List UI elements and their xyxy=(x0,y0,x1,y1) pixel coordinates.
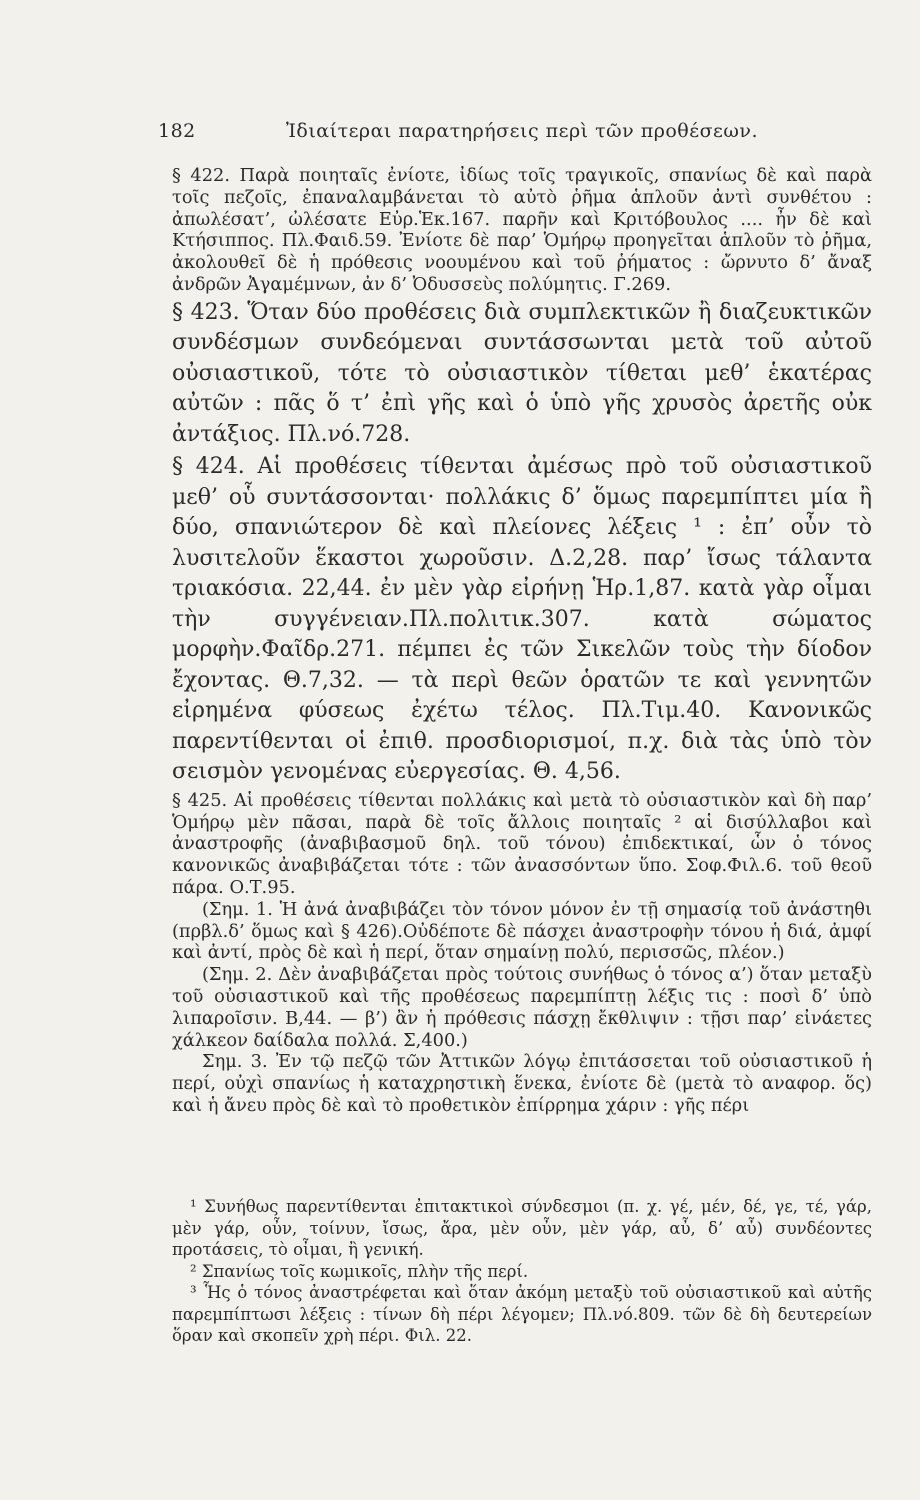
footnotes xyxy=(172,1196,872,1347)
note-1: (Σημ. 1. Ἡ ἀνά ἀναβιβάζει τὸν τόνον μόνον ἐν τῇ σημασίᾳ τοῦ ἀνάστηθι (πρβλ.δ’ ὅμως καὶ § 426).Οὐδέποτε δὲ πάσχει ἀναστροφὴν τόνου ἡ διά, ἀμφί καὶ ἀντί, πρὸς δὲ καὶ ἡ περί, ὅταν σημαίνῃ πολύ, περισσῶς, πλέον.) xyxy=(172,898,872,964)
page-number: 182 xyxy=(158,120,196,142)
running-title: Ἰδιαίτεραι παρατηρήσεις περὶ τῶν προθέσεων. xyxy=(286,120,758,142)
note-3: Σημ. 3. Ἐν τῷ πεζῷ τῶν Ἀττικῶν λόγῳ ἐπιτάσσεται τοῦ οὐσιαστικοῦ ἡ περί, οὐχὶ σπανίως ἡ καταχρηστικὴ ἕνεκα, ἐνίοτε δὲ (μετὰ τὸ αναφορ. ὅς) καὶ ἡ ἄνευ πρὸς δὲ καὶ τὸ προθετικὸν ἐπίρρημα χάριν : γῆς πέρι xyxy=(172,1051,872,1116)
page-header xyxy=(158,120,778,142)
note-2: (Σημ. 2. Δὲν ἀναβιβάζεται πρὸς τούτοις συνήθως ὁ τόνος α’) ὅταν μεταξὺ τοῦ οὐσιαστικοῦ καὶ τῆς προθέσεως παρεμπίπτῃ λέξις τις : ποσὶ δ’ ὑπὸ λιπαροῖσιν. Β,44. — β’) ἂν ἡ πρόθεσις πάσχῃ ἔκθλιψιν : τῇσι παρ’ εἰνάετες χάλκεον δαίδαλα πολλά. Σ,400.) xyxy=(172,964,872,1051)
main-text xyxy=(172,165,872,1117)
footnote-2: ² Σπανίως τοῖς κωμικοῖς, πλὴν τῆς περί. xyxy=(190,1261,529,1281)
section-422: § 422. Παρὰ ποιηταῖς ἐνίοτε, ἰδίως τοῖς τραγικοῖς, σπανίως δὲ καὶ παρὰ τοῖς πεζοῖς, ἐπαναλαμβάνεται τὸ αὐτὸ ῥῆμα ἁπλοῦν ἀντὶ συνθέτου : ἀπωλέσατ’, ὠλέσατε Εὐρ.Ἑκ.167. παρῆν καὶ Κριτόβουλος .... ἦν δὲ καὶ Κτήσιππος. Πλ.Φαιδ.59. Ἐνίοτε δὲ παρ’ Ὁμήρῳ προηγεῖται ἁπλοῦν τὸ ῥῆμα, ἀκολουθεῖ δὲ ἡ πρόθεσις νοουμένου καὶ τοῦ ῥήματος : ὤρνυτο δ’ ἄναξ ἀνδρῶν Ἀγαμέμνων, ἀν δ’ Ὀδυσσεὺς πολύμητις. Γ.269. xyxy=(172,165,872,295)
footnote-3: ³ Ἧς ὁ τόνος ἀναστρέφεται καὶ ὅταν ἀκόμη μεταξὺ τοῦ οὐσιαστικοῦ καὶ αὐτῆς παρεμπίπτωσι λέξεις : τίνων δὴ πέρι λέγομεν; Πλ.νό.809. τῶν δὲ δὴ δευτερείων ὅραν καὶ σκοπεῖν χρὴ πέρι. Φιλ. 22. xyxy=(172,1283,872,1345)
section-423: § 423. Ὅταν δύο προθέσεις διὰ συμπλεκτικῶν ἢ διαζευκτικῶν συνδέσμων συνδεόμεναι συντάσσωνται μετὰ τοῦ αὐτοῦ οὐσιαστικοῦ, τότε τὸ οὐσιαστικὸν τίθεται μεθ’ ἑκατέρας αὐτῶν : πᾶς ὅ τ’ ἐπὶ γῆς καὶ ὁ ὑπὸ γῆς χρυσὸς ἀρετῆς οὐκ ἀντάξιος. Πλ.νό.728. xyxy=(172,299,872,447)
section-425: § 425. Αἱ προθέσεις τίθενται πολλάκις καὶ μετὰ τὸ οὐσιαστικὸν καὶ δὴ παρ’ Ὁμήρῳ μὲν πᾶσαι, παρὰ δὲ τοῖς ἄλλοις ποιηταῖς ² αἱ δισύλλαβοι καὶ ἀναστροφῆς (ἀναβιβασμοῦ δηλ. τοῦ τόνου) ἐπιδεκτικαί, ὧν ὁ τόνος κανονικῶς ἀναβιβάζεται τότε : τῶν ἀνασσόντων ὕπο. Σοφ.Φιλ.6. τοῦ θεοῦ πάρα. Ο.Τ.95. xyxy=(172,789,872,898)
footnote-1: ¹ Συνήθως παρεντίθενται ἐπιτακτικοὶ σύνδεσμοι (π. χ. γέ, μέν, δέ, γε, τέ, γάρ, μὲν γάρ, οὖν, τοίνυν, ἴσως, ἄρα, μὲν οὖν, μὲν γάρ, αὖ, δ’ αὖ) συνδέοντες προτάσεις, τὸ οἶμαι, ἢ γενική. xyxy=(172,1197,872,1259)
section-424: § 424. Αἱ προθέσεις τίθενται ἀμέσως πρὸ τοῦ οὐσιαστικοῦ μεθ’ οὗ συντάσσονται· πολλάκις δ’ ὅμως παρεμπίπτει μία ἢ δύο, σπανιώτερον δὲ καὶ πλείονες λέξεις ¹ : ἐπ’ οὖν τὸ λυσιτελοῦν ἕκαστοι χωροῦσιν. Δ.2,28. παρ’ ἴσως τάλαντα τριακόσια. 22,44. ἐν μὲν γὰρ εἰρήνῃ Ἡρ.1,87. κατὰ γὰρ οἶμαι τὴν συγγένειαν.Πλ.πολιτικ.307. κατὰ σώματος μορφὴν.Φαῖδρ.271. πέμπει ἐς τῶν Σικελῶν τοὺς τὴν δίοδον ἔχοντας. Θ.7,32. — τὰ περὶ θεῶν ὁρατῶν τε καὶ γεννητῶν εἰρημένα φύσεως ἐχέτω τέλος. Πλ.Τιμ.40. Κανονικῶς παρεντίθενται οἱ ἐπιθ. προσδιορισμοί, π.χ. διὰ τὰς ὑπὸ τὸν σεισμὸν γενομένας εὐεργεσίας. Θ. 4,56. xyxy=(172,454,872,785)
